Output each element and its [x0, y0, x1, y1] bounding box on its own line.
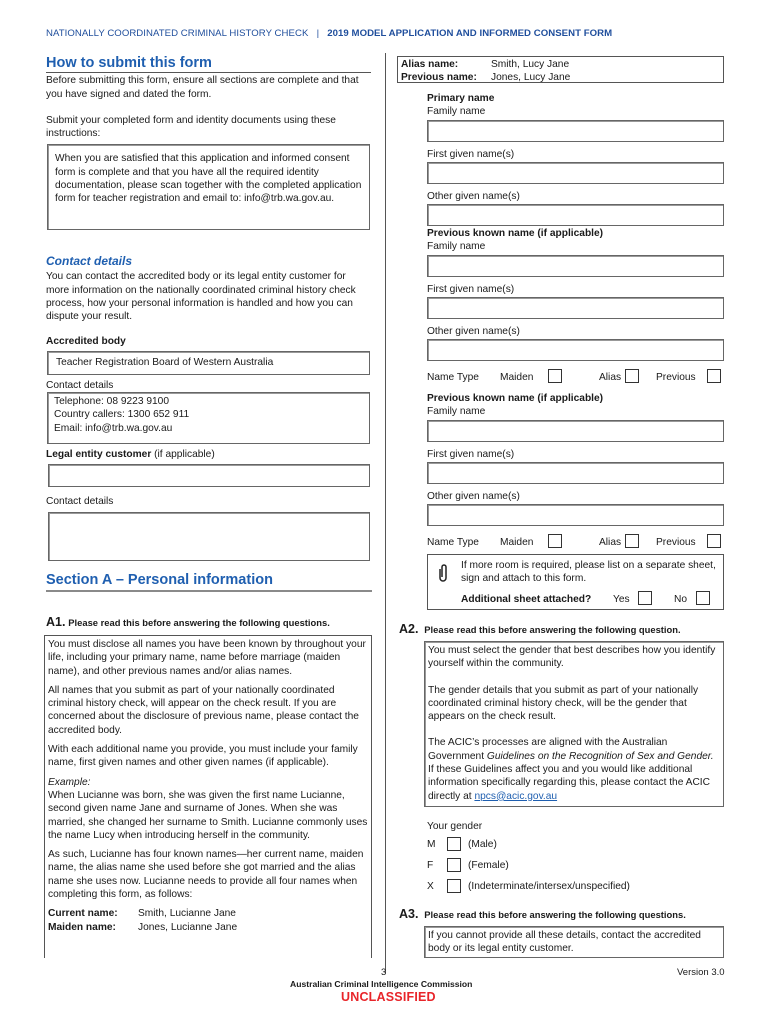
a1-example-label: Example: [48, 776, 91, 788]
example-name-label: Previous name: [401, 72, 477, 84]
a1-number: A1. [46, 615, 66, 629]
contact-line-email: Email: info@trb.wa.gov.au [54, 422, 173, 434]
version-label: Version 3.0 [677, 967, 725, 978]
a2-para1: You must select the gender that best describes how you identify yourself within the community. [428, 645, 716, 670]
primary-family-label: Family name [427, 106, 486, 118]
opt-previous-label: Previous [656, 536, 696, 548]
previous1-first-input[interactable] [427, 297, 724, 319]
legal-entity-field[interactable] [48, 464, 370, 487]
opt-maiden-label: Maiden [500, 536, 534, 548]
maiden-checkbox[interactable] [548, 369, 562, 383]
a1-info-box-continued [397, 56, 724, 83]
a2-para3-b: If these Guidelines affect you and you would like additional information specifically regarding this, please contact the ACIC directly at [428, 764, 710, 802]
contact-line-phone: Telephone: 08 9223 9100 [54, 396, 169, 408]
additional-sheet-yes-checkbox[interactable] [638, 591, 652, 605]
a3-info-box [424, 926, 724, 958]
contact-title: Contact details [46, 254, 133, 268]
example-name-value: Smith, Lucianne Jane [138, 908, 236, 920]
a1-example-text: When Lucianne was born, she was given the first name Lucianne, second given name Jane and surname of Jones. When she was married, she changed her surname to Smith. Lucianne commonly uses the name Lucy when introducing herself in the community. [48, 789, 368, 841]
additional-sheet-question: Additional sheet attached? [461, 594, 592, 605]
previous1-other-input[interactable] [427, 339, 724, 361]
previous1-first-label: First given name(s) [427, 283, 515, 295]
previous2-first-label: First given name(s) [427, 448, 515, 460]
contact-details2-field[interactable] [48, 512, 370, 561]
previous-name-group-1 [427, 227, 724, 385]
opt-maiden-label: Maiden [500, 371, 534, 383]
submit-para2: Submit your completed form and identity documents using these instructions: [46, 114, 336, 140]
header-right: 2019 MODEL APPLICATION AND INFORMED CONSENT FORM [327, 28, 613, 39]
a3-text: If you cannot provide all these details, contact the accredited body or its legal entity customer. [428, 930, 701, 955]
example-name-value: Jones, Lucy Jane [491, 72, 571, 84]
contact-line-country: Country callers: 1300 652 911 [54, 409, 190, 421]
primary-first-input[interactable] [427, 162, 724, 184]
example-name-value: Jones, Lucianne Jane [138, 921, 238, 933]
gender-group [427, 820, 724, 895]
name-type-label: Name Type [427, 371, 479, 383]
gender-code: X [427, 880, 434, 892]
section-a-header [46, 574, 372, 592]
a2-info-box [424, 641, 724, 807]
previous-checkbox[interactable] [707, 369, 721, 383]
previous2-family-input[interactable] [427, 420, 724, 442]
gender-code: F [427, 859, 434, 871]
example-name-label: Maiden name: [48, 921, 116, 933]
instructions-box [47, 144, 370, 230]
opt-alias-label: Alias [599, 371, 622, 383]
submit-title: How to submit this form [46, 55, 212, 71]
header-left: NATIONALLY COORDINATED CRIMINAL HISTORY CHECK [46, 28, 309, 39]
gender-male-checkbox[interactable] [447, 837, 461, 851]
a3-heading [399, 908, 729, 922]
previous-checkbox[interactable] [707, 534, 721, 548]
a2-para3 [428, 736, 720, 802]
more-room-box [427, 554, 724, 610]
primary-name-heading: Primary name [427, 93, 495, 104]
gender-option-label: (Male) [468, 838, 497, 850]
additional-sheet-no-label: No [674, 594, 688, 605]
gender-option-male [427, 835, 724, 853]
previous1-other-label: Other given name(s) [427, 325, 520, 337]
gender-female-checkbox[interactable] [447, 858, 461, 872]
example-name-current [48, 907, 368, 920]
previous2-name-type [427, 534, 724, 550]
previous2-heading: Previous known name (if applicable) [427, 393, 604, 404]
gender-code: M [427, 838, 436, 850]
title-rule [46, 72, 371, 73]
a2-para3-a: The ACIC’s processes are aligned with the Australian Government [428, 737, 668, 762]
a1-prompt: Please read this before answering the following questions. [68, 617, 330, 628]
previous2-other-label: Other given name(s) [427, 490, 520, 502]
maiden-checkbox[interactable] [548, 534, 562, 548]
a1-as-such: As such, Lucianne has four known names—her current name, maiden name, the alias name she used before she got married and the alias name she uses now. Lucianne needs to provide all four names when completing this form, as follows: [48, 849, 364, 901]
example-name-label: Alias name: [401, 59, 459, 70]
contact-intro: You can contact the accredited body or its legal entity customer for more information on the nationally coordinated criminal history check process, how your personal information is handled and how you can dispute your result. [46, 271, 356, 323]
example-name-maiden [48, 921, 368, 934]
previous2-other-input[interactable] [427, 504, 724, 526]
opt-previous-label: Previous [656, 371, 696, 383]
alias-checkbox[interactable] [625, 369, 639, 383]
primary-name-group [427, 92, 724, 226]
previous1-family-label: Family name [427, 241, 486, 253]
legal-entity-label-bold: Legal entity customer [46, 449, 152, 461]
example-name-alias [401, 58, 720, 71]
column-divider [385, 53, 386, 973]
page-number: 3 [381, 967, 387, 978]
contact-section [46, 255, 371, 561]
document-header [46, 27, 612, 40]
a1-heading [46, 616, 372, 630]
section-a-title: Section A – Personal information [46, 572, 273, 588]
a1-para2: All names that you submit as part of your nationally coordinated criminal history check, will appear on the check result. If you are concerned about the disclosure of previous name, please contact the accredited body. [48, 684, 359, 736]
more-room-text: If more room is required, please list on a separate sheet, sign and attach to this form. [461, 560, 716, 585]
legal-entity-label [46, 448, 371, 461]
opt-alias-label: Alias [599, 536, 622, 548]
gender-x-checkbox[interactable] [447, 879, 461, 893]
gender-option-female [427, 856, 724, 874]
accredited-body-label: Accredited body [46, 336, 126, 348]
contact-details2-label: Contact details [46, 496, 114, 508]
primary-first-label: First given name(s) [427, 148, 515, 160]
acic-email-link[interactable]: npcs@acic.gov.au [474, 790, 558, 802]
previous2-first-input[interactable] [427, 462, 724, 484]
a2-heading [399, 623, 729, 637]
a2-prompt: Please read this before answering the following question. [424, 624, 681, 635]
primary-other-label: Other given name(s) [427, 190, 520, 202]
additional-sheet-yes-label: Yes [613, 594, 630, 605]
legal-entity-label-rest: (if applicable) [151, 449, 215, 461]
submit-section [46, 57, 371, 230]
classification-label: UNCLASSIFIED [341, 990, 436, 1004]
previous2-family-label: Family name [427, 406, 486, 418]
example-name-previous [401, 71, 720, 84]
primary-family-input[interactable] [427, 120, 724, 142]
gender-label: Your gender [427, 821, 483, 832]
previous1-family-input[interactable] [427, 255, 724, 277]
accredited-body-field[interactable] [47, 351, 370, 375]
guidelines-title: Guidelines on the Recognition of Sex and Gender. [486, 750, 714, 762]
a3-prompt: Please read this before answering the following questions. [424, 909, 686, 920]
gender-option-label: (Female) [468, 859, 509, 871]
instructions-text: When you are satisfied that this application and informed consent form is complete and that you have all the required identity documentation, please scan together with the completed application form for teacher registration and email to: info@trb.wa.gov.au. [55, 153, 362, 205]
previous1-heading: Previous known name (if applicable) [427, 228, 604, 239]
accredited-body-value: Teacher Registration Board of Western Australia [56, 356, 274, 368]
header-separator: | [316, 28, 320, 39]
gender-option-x [427, 877, 724, 895]
a3-number: A3. [399, 907, 419, 921]
a1-info-box [44, 635, 372, 958]
contact-details-label: Contact details [46, 379, 114, 391]
a1-para3: With each additional name you provide, you must include your family name, first given names and other given names (if applicable). [48, 744, 358, 769]
contact-details-field[interactable] [47, 392, 370, 444]
organisation-name: Australian Criminal Intelligence Commission [290, 979, 473, 989]
submit-para1: Before submitting this form, ensure all sections are complete and that you have signed and dated the form. [46, 75, 359, 100]
gender-option-label: (Indeterminate/intersex/unspecified) [468, 880, 630, 892]
previous-name-group-2 [427, 392, 724, 550]
primary-other-input[interactable] [427, 204, 724, 226]
previous1-name-type [427, 369, 724, 385]
a1-para1: You must disclose all names you have been known by throughout your life, including your primary name, name before marriage (maiden name), and other previous names and/or alias names. [48, 639, 366, 677]
additional-sheet-no-checkbox[interactable] [696, 591, 710, 605]
section-a-rule [46, 590, 372, 592]
a2-number: A2. [399, 622, 419, 636]
a2-para2: The gender details that you submit as part of your nationally coordinated criminal history check, will be the gender that appears on the check result. [428, 684, 699, 723]
alias-checkbox[interactable] [625, 534, 639, 548]
example-name-value: Smith, Lucy Jane [491, 59, 570, 70]
example-name-label: Current name: [48, 908, 118, 920]
name-type-label: Name Type [427, 536, 479, 548]
paperclip-icon [437, 563, 449, 583]
